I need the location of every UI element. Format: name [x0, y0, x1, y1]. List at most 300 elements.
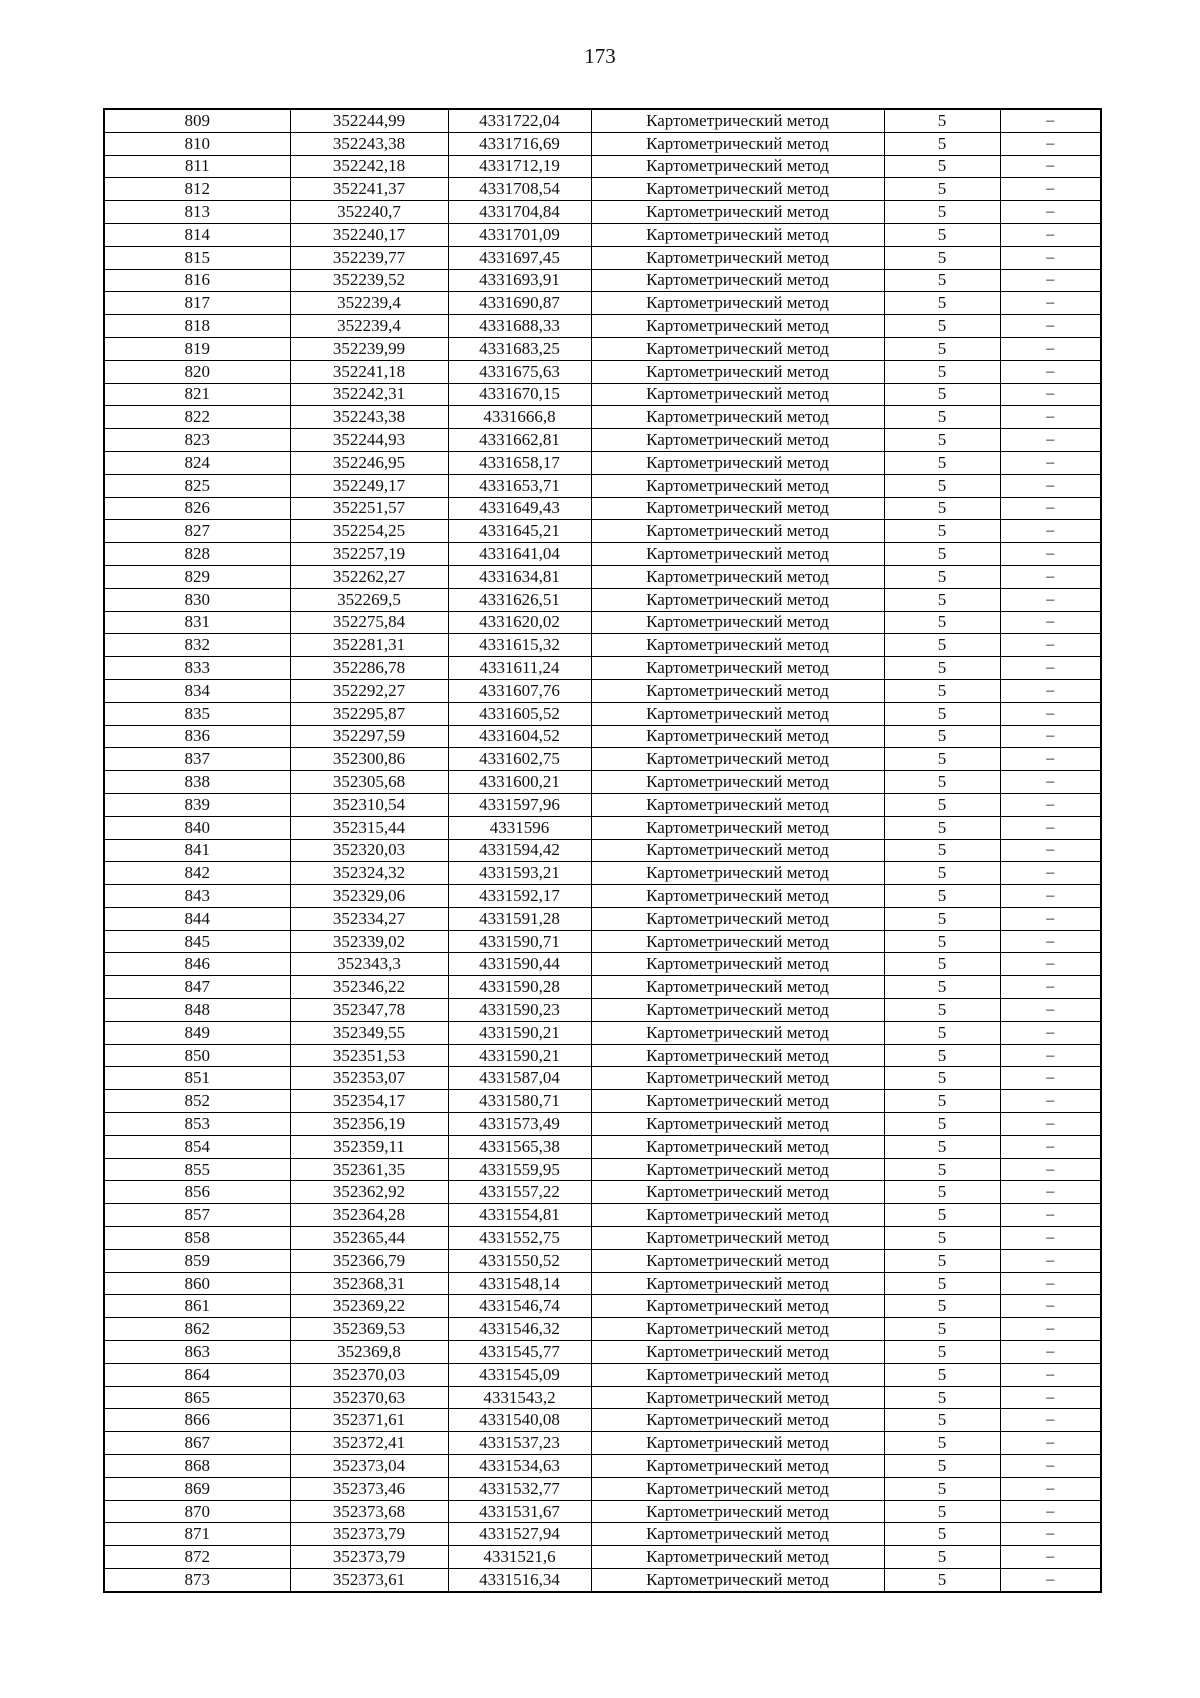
x-coordinate-cell: 352297,59 — [290, 725, 448, 748]
x-coordinate-cell: 352262,27 — [290, 565, 448, 588]
method-cell: Картометрический метод — [591, 246, 884, 269]
accuracy-cell: 5 — [884, 1363, 1000, 1386]
method-cell: Картометрический метод — [591, 771, 884, 794]
method-cell: Картометрический метод — [591, 1090, 884, 1113]
x-coordinate-cell: 352286,78 — [290, 657, 448, 680]
y-coordinate-cell: 4331634,81 — [448, 565, 591, 588]
y-coordinate-cell: 4331532,77 — [448, 1477, 591, 1500]
table-row — [104, 1113, 1101, 1136]
method-cell: Картометрический метод — [591, 474, 884, 497]
table-row — [104, 588, 1101, 611]
table-row — [104, 360, 1101, 383]
x-coordinate-cell: 352241,18 — [290, 360, 448, 383]
x-coordinate-cell: 352343,3 — [290, 953, 448, 976]
accuracy-cell: 5 — [884, 679, 1000, 702]
accuracy-cell: 5 — [884, 1227, 1000, 1250]
point-number-cell: 818 — [104, 315, 290, 338]
point-number-cell: 827 — [104, 520, 290, 543]
accuracy-cell: 5 — [884, 1204, 1000, 1227]
accuracy-cell: 5 — [884, 1409, 1000, 1432]
note-cell: – — [1000, 1227, 1101, 1250]
table-row — [104, 337, 1101, 360]
accuracy-cell: 5 — [884, 816, 1000, 839]
x-coordinate-cell: 352349,55 — [290, 1021, 448, 1044]
note-cell: – — [1000, 588, 1101, 611]
accuracy-cell: 5 — [884, 634, 1000, 657]
y-coordinate-cell: 4331537,23 — [448, 1432, 591, 1455]
method-cell: Картометрический метод — [591, 1341, 884, 1364]
table-row — [104, 793, 1101, 816]
y-coordinate-cell: 4331658,17 — [448, 451, 591, 474]
x-coordinate-cell: 352242,31 — [290, 383, 448, 406]
table-row — [104, 1204, 1101, 1227]
point-number-cell: 832 — [104, 634, 290, 657]
point-number-cell: 869 — [104, 1477, 290, 1500]
table-row — [104, 1090, 1101, 1113]
note-cell: – — [1000, 953, 1101, 976]
accuracy-cell: 5 — [884, 543, 1000, 566]
method-cell: Картометрический метод — [591, 1067, 884, 1090]
x-coordinate-cell: 352369,22 — [290, 1295, 448, 1318]
x-coordinate-cell: 352257,19 — [290, 543, 448, 566]
note-cell: – — [1000, 520, 1101, 543]
point-number-cell: 828 — [104, 543, 290, 566]
x-coordinate-cell: 352324,32 — [290, 862, 448, 885]
method-cell: Картометрический метод — [591, 223, 884, 246]
accuracy-cell: 5 — [884, 1135, 1000, 1158]
point-number-cell: 873 — [104, 1569, 290, 1592]
note-cell: – — [1000, 1432, 1101, 1455]
note-cell: – — [1000, 292, 1101, 315]
point-number-cell: 849 — [104, 1021, 290, 1044]
method-cell: Картометрический метод — [591, 1409, 884, 1432]
method-cell: Картометрический метод — [591, 657, 884, 680]
method-cell: Картометрический метод — [591, 1249, 884, 1272]
y-coordinate-cell: 4331557,22 — [448, 1181, 591, 1204]
accuracy-cell: 5 — [884, 771, 1000, 794]
point-number-cell: 857 — [104, 1204, 290, 1227]
y-coordinate-cell: 4331653,71 — [448, 474, 591, 497]
method-cell: Картометрический метод — [591, 748, 884, 771]
method-cell: Картометрический метод — [591, 292, 884, 315]
note-cell: – — [1000, 748, 1101, 771]
note-cell: – — [1000, 1067, 1101, 1090]
accuracy-cell: 5 — [884, 1295, 1000, 1318]
y-coordinate-cell: 4331546,74 — [448, 1295, 591, 1318]
accuracy-cell: 5 — [884, 702, 1000, 725]
accuracy-cell: 5 — [884, 748, 1000, 771]
method-cell: Картометрический метод — [591, 497, 884, 520]
table-row — [104, 1295, 1101, 1318]
x-coordinate-cell: 352249,17 — [290, 474, 448, 497]
x-coordinate-cell: 352275,84 — [290, 611, 448, 634]
point-number-cell: 823 — [104, 429, 290, 452]
accuracy-cell: 5 — [884, 907, 1000, 930]
point-number-cell: 811 — [104, 155, 290, 178]
point-number-cell: 815 — [104, 246, 290, 269]
table-row — [104, 246, 1101, 269]
point-number-cell: 841 — [104, 839, 290, 862]
table-row — [104, 1318, 1101, 1341]
table-row — [104, 999, 1101, 1022]
note-cell: – — [1000, 1409, 1101, 1432]
accuracy-cell: 5 — [884, 1432, 1000, 1455]
method-cell: Картометрический метод — [591, 1363, 884, 1386]
y-coordinate-cell: 4331590,71 — [448, 930, 591, 953]
accuracy-cell: 5 — [884, 1249, 1000, 1272]
y-coordinate-cell: 4331641,04 — [448, 543, 591, 566]
note-cell: – — [1000, 337, 1101, 360]
point-number-cell: 834 — [104, 679, 290, 702]
table-row — [104, 907, 1101, 930]
y-coordinate-cell: 4331559,95 — [448, 1158, 591, 1181]
y-coordinate-cell: 4331521,6 — [448, 1546, 591, 1569]
method-cell: Картометрический метод — [591, 953, 884, 976]
table-row — [104, 1341, 1101, 1364]
table-row — [104, 1158, 1101, 1181]
accuracy-cell: 5 — [884, 178, 1000, 201]
note-cell: – — [1000, 132, 1101, 155]
y-coordinate-cell: 4331594,42 — [448, 839, 591, 862]
x-coordinate-cell: 352239,77 — [290, 246, 448, 269]
accuracy-cell: 5 — [884, 406, 1000, 429]
y-coordinate-cell: 4331545,09 — [448, 1363, 591, 1386]
method-cell: Картометрический метод — [591, 1204, 884, 1227]
accuracy-cell: 5 — [884, 292, 1000, 315]
y-coordinate-cell: 4331690,87 — [448, 292, 591, 315]
x-coordinate-cell: 352300,86 — [290, 748, 448, 771]
x-coordinate-cell: 352251,57 — [290, 497, 448, 520]
point-number-cell: 847 — [104, 976, 290, 999]
x-coordinate-cell: 352373,46 — [290, 1477, 448, 1500]
y-coordinate-cell: 4331675,63 — [448, 360, 591, 383]
note-cell: – — [1000, 269, 1101, 292]
y-coordinate-cell: 4331592,17 — [448, 885, 591, 908]
point-number-cell: 866 — [104, 1409, 290, 1432]
point-number-cell: 868 — [104, 1455, 290, 1478]
note-cell: – — [1000, 1500, 1101, 1523]
y-coordinate-cell: 4331604,52 — [448, 725, 591, 748]
table-row — [104, 1432, 1101, 1455]
x-coordinate-cell: 352281,31 — [290, 634, 448, 657]
table-row — [104, 201, 1101, 224]
table-row — [104, 315, 1101, 338]
accuracy-cell: 5 — [884, 953, 1000, 976]
table-row — [104, 223, 1101, 246]
x-coordinate-cell: 352310,54 — [290, 793, 448, 816]
note-cell: – — [1000, 1318, 1101, 1341]
note-cell: – — [1000, 1135, 1101, 1158]
table-row — [104, 1272, 1101, 1295]
point-number-cell: 822 — [104, 406, 290, 429]
table-row — [104, 451, 1101, 474]
table-row — [104, 1569, 1101, 1592]
y-coordinate-cell: 4331722,04 — [448, 109, 591, 132]
table-row — [104, 1546, 1101, 1569]
method-cell: Картометрический метод — [591, 383, 884, 406]
method-cell: Картометрический метод — [591, 930, 884, 953]
method-cell: Картометрический метод — [591, 269, 884, 292]
accuracy-cell: 5 — [884, 885, 1000, 908]
point-number-cell: 851 — [104, 1067, 290, 1090]
method-cell: Картометрический метод — [591, 679, 884, 702]
accuracy-cell: 5 — [884, 611, 1000, 634]
x-coordinate-cell: 352329,06 — [290, 885, 448, 908]
note-cell: – — [1000, 679, 1101, 702]
x-coordinate-cell: 352244,93 — [290, 429, 448, 452]
point-number-cell: 809 — [104, 109, 290, 132]
x-coordinate-cell: 352305,68 — [290, 771, 448, 794]
method-cell: Картометрический метод — [591, 816, 884, 839]
accuracy-cell: 5 — [884, 1500, 1000, 1523]
accuracy-cell: 5 — [884, 1569, 1000, 1592]
table-row — [104, 1021, 1101, 1044]
note-cell: – — [1000, 702, 1101, 725]
x-coordinate-cell: 352369,53 — [290, 1318, 448, 1341]
accuracy-cell: 5 — [884, 360, 1000, 383]
accuracy-cell: 5 — [884, 1341, 1000, 1364]
x-coordinate-cell: 352351,53 — [290, 1044, 448, 1067]
y-coordinate-cell: 4331543,2 — [448, 1386, 591, 1409]
x-coordinate-cell: 352371,61 — [290, 1409, 448, 1432]
x-coordinate-cell: 352320,03 — [290, 839, 448, 862]
point-number-cell: 835 — [104, 702, 290, 725]
accuracy-cell: 5 — [884, 1044, 1000, 1067]
method-cell: Картометрический метод — [591, 451, 884, 474]
table-row — [104, 839, 1101, 862]
y-coordinate-cell: 4331548,14 — [448, 1272, 591, 1295]
y-coordinate-cell: 4331516,34 — [448, 1569, 591, 1592]
accuracy-cell: 5 — [884, 429, 1000, 452]
accuracy-cell: 5 — [884, 1318, 1000, 1341]
y-coordinate-cell: 4331649,43 — [448, 497, 591, 520]
method-cell: Картометрический метод — [591, 406, 884, 429]
note-cell: – — [1000, 1249, 1101, 1272]
method-cell: Картометрический метод — [591, 1432, 884, 1455]
accuracy-cell: 5 — [884, 1021, 1000, 1044]
y-coordinate-cell: 4331645,21 — [448, 520, 591, 543]
note-cell: – — [1000, 1546, 1101, 1569]
point-number-cell: 863 — [104, 1341, 290, 1364]
point-number-cell: 820 — [104, 360, 290, 383]
x-coordinate-cell: 352373,04 — [290, 1455, 448, 1478]
note-cell: – — [1000, 657, 1101, 680]
note-cell: – — [1000, 474, 1101, 497]
note-cell: – — [1000, 976, 1101, 999]
note-cell: – — [1000, 201, 1101, 224]
y-coordinate-cell: 4331554,81 — [448, 1204, 591, 1227]
y-coordinate-cell: 4331590,28 — [448, 976, 591, 999]
x-coordinate-cell: 352239,52 — [290, 269, 448, 292]
y-coordinate-cell: 4331615,32 — [448, 634, 591, 657]
method-cell: Картометрический метод — [591, 1113, 884, 1136]
x-coordinate-cell: 352339,02 — [290, 930, 448, 953]
y-coordinate-cell: 4331550,52 — [448, 1249, 591, 1272]
x-coordinate-cell: 352239,4 — [290, 292, 448, 315]
x-coordinate-cell: 352356,19 — [290, 1113, 448, 1136]
method-cell: Картометрический метод — [591, 1227, 884, 1250]
coordinates-table — [103, 108, 1102, 1593]
method-cell: Картометрический метод — [591, 1021, 884, 1044]
method-cell: Картометрический метод — [591, 1569, 884, 1592]
note-cell: – — [1000, 1455, 1101, 1478]
table-row — [104, 269, 1101, 292]
y-coordinate-cell: 4331716,69 — [448, 132, 591, 155]
x-coordinate-cell: 352346,22 — [290, 976, 448, 999]
x-coordinate-cell: 352362,92 — [290, 1181, 448, 1204]
table-row — [104, 953, 1101, 976]
y-coordinate-cell: 4331527,94 — [448, 1523, 591, 1546]
y-coordinate-cell: 4331590,44 — [448, 953, 591, 976]
x-coordinate-cell: 352373,79 — [290, 1546, 448, 1569]
table-row — [104, 520, 1101, 543]
method-cell: Картометрический метод — [591, 155, 884, 178]
x-coordinate-cell: 352364,28 — [290, 1204, 448, 1227]
y-coordinate-cell: 4331580,71 — [448, 1090, 591, 1113]
table-row — [104, 1386, 1101, 1409]
x-coordinate-cell: 352246,95 — [290, 451, 448, 474]
x-coordinate-cell: 352370,03 — [290, 1363, 448, 1386]
note-cell: – — [1000, 999, 1101, 1022]
point-number-cell: 836 — [104, 725, 290, 748]
x-coordinate-cell: 352354,17 — [290, 1090, 448, 1113]
point-number-cell: 825 — [104, 474, 290, 497]
x-coordinate-cell: 352365,44 — [290, 1227, 448, 1250]
point-number-cell: 850 — [104, 1044, 290, 1067]
method-cell: Картометрический метод — [591, 725, 884, 748]
point-number-cell: 810 — [104, 132, 290, 155]
method-cell: Картометрический метод — [591, 565, 884, 588]
accuracy-cell: 5 — [884, 725, 1000, 748]
point-number-cell: 824 — [104, 451, 290, 474]
method-cell: Картометрический метод — [591, 634, 884, 657]
note-cell: – — [1000, 839, 1101, 862]
y-coordinate-cell: 4331593,21 — [448, 862, 591, 885]
accuracy-cell: 5 — [884, 839, 1000, 862]
point-number-cell: 844 — [104, 907, 290, 930]
table-row — [104, 885, 1101, 908]
y-coordinate-cell: 4331591,28 — [448, 907, 591, 930]
point-number-cell: 854 — [104, 1135, 290, 1158]
point-number-cell: 858 — [104, 1227, 290, 1250]
y-coordinate-cell: 4331565,38 — [448, 1135, 591, 1158]
y-coordinate-cell: 4331611,24 — [448, 657, 591, 680]
note-cell: – — [1000, 1113, 1101, 1136]
method-cell: Картометрический метод — [591, 543, 884, 566]
table-row — [104, 657, 1101, 680]
x-coordinate-cell: 352239,99 — [290, 337, 448, 360]
page-number: 173 — [584, 44, 616, 68]
method-cell: Картометрический метод — [591, 1295, 884, 1318]
table-row — [104, 155, 1101, 178]
x-coordinate-cell: 352295,87 — [290, 702, 448, 725]
method-cell: Картометрический метод — [591, 999, 884, 1022]
accuracy-cell: 5 — [884, 565, 1000, 588]
note-cell: – — [1000, 565, 1101, 588]
table-row — [104, 497, 1101, 520]
y-coordinate-cell: 4331701,09 — [448, 223, 591, 246]
table-row — [104, 862, 1101, 885]
x-coordinate-cell: 352370,63 — [290, 1386, 448, 1409]
accuracy-cell: 5 — [884, 223, 1000, 246]
x-coordinate-cell: 352241,37 — [290, 178, 448, 201]
accuracy-cell: 5 — [884, 132, 1000, 155]
accuracy-cell: 5 — [884, 201, 1000, 224]
table-row — [104, 1409, 1101, 1432]
accuracy-cell: 5 — [884, 1523, 1000, 1546]
table-row — [104, 1523, 1101, 1546]
note-cell: – — [1000, 1523, 1101, 1546]
note-cell: – — [1000, 1272, 1101, 1295]
note-cell: – — [1000, 1295, 1101, 1318]
method-cell: Картометрический метод — [591, 1181, 884, 1204]
point-number-cell: 872 — [104, 1546, 290, 1569]
method-cell: Картометрический метод — [591, 109, 884, 132]
note-cell: – — [1000, 1477, 1101, 1500]
accuracy-cell: 5 — [884, 1067, 1000, 1090]
point-number-cell: 842 — [104, 862, 290, 885]
accuracy-cell: 5 — [884, 588, 1000, 611]
y-coordinate-cell: 4331590,21 — [448, 1021, 591, 1044]
table-row — [104, 771, 1101, 794]
y-coordinate-cell: 4331666,8 — [448, 406, 591, 429]
point-number-cell: 840 — [104, 816, 290, 839]
point-number-cell: 819 — [104, 337, 290, 360]
method-cell: Картометрический метод — [591, 1546, 884, 1569]
note-cell: – — [1000, 907, 1101, 930]
x-coordinate-cell: 352315,44 — [290, 816, 448, 839]
point-number-cell: 859 — [104, 1249, 290, 1272]
y-coordinate-cell: 4331697,45 — [448, 246, 591, 269]
note-cell: – — [1000, 885, 1101, 908]
method-cell: Картометрический метод — [591, 1500, 884, 1523]
table-row — [104, 292, 1101, 315]
point-number-cell: 829 — [104, 565, 290, 588]
accuracy-cell: 5 — [884, 315, 1000, 338]
note-cell: – — [1000, 155, 1101, 178]
point-number-cell: 852 — [104, 1090, 290, 1113]
note-cell: – — [1000, 315, 1101, 338]
y-coordinate-cell: 4331602,75 — [448, 748, 591, 771]
table-row — [104, 132, 1101, 155]
method-cell: Картометрический метод — [591, 862, 884, 885]
note-cell: – — [1000, 1021, 1101, 1044]
note-cell: – — [1000, 1090, 1101, 1113]
point-number-cell: 870 — [104, 1500, 290, 1523]
table-row — [104, 748, 1101, 771]
note-cell: – — [1000, 771, 1101, 794]
x-coordinate-cell: 352244,99 — [290, 109, 448, 132]
table-row — [104, 725, 1101, 748]
method-cell: Картометрический метод — [591, 976, 884, 999]
table-row — [104, 930, 1101, 953]
accuracy-cell: 5 — [884, 1455, 1000, 1478]
accuracy-cell: 5 — [884, 930, 1000, 953]
table-row — [104, 679, 1101, 702]
x-coordinate-cell: 352254,25 — [290, 520, 448, 543]
point-number-cell: 830 — [104, 588, 290, 611]
x-coordinate-cell: 352243,38 — [290, 132, 448, 155]
method-cell: Картометрический метод — [591, 702, 884, 725]
point-number-cell: 816 — [104, 269, 290, 292]
accuracy-cell: 5 — [884, 1272, 1000, 1295]
y-coordinate-cell: 4331607,76 — [448, 679, 591, 702]
point-number-cell: 865 — [104, 1386, 290, 1409]
note-cell: – — [1000, 816, 1101, 839]
method-cell: Картометрический метод — [591, 360, 884, 383]
y-coordinate-cell: 4331683,25 — [448, 337, 591, 360]
point-number-cell: 862 — [104, 1318, 290, 1341]
